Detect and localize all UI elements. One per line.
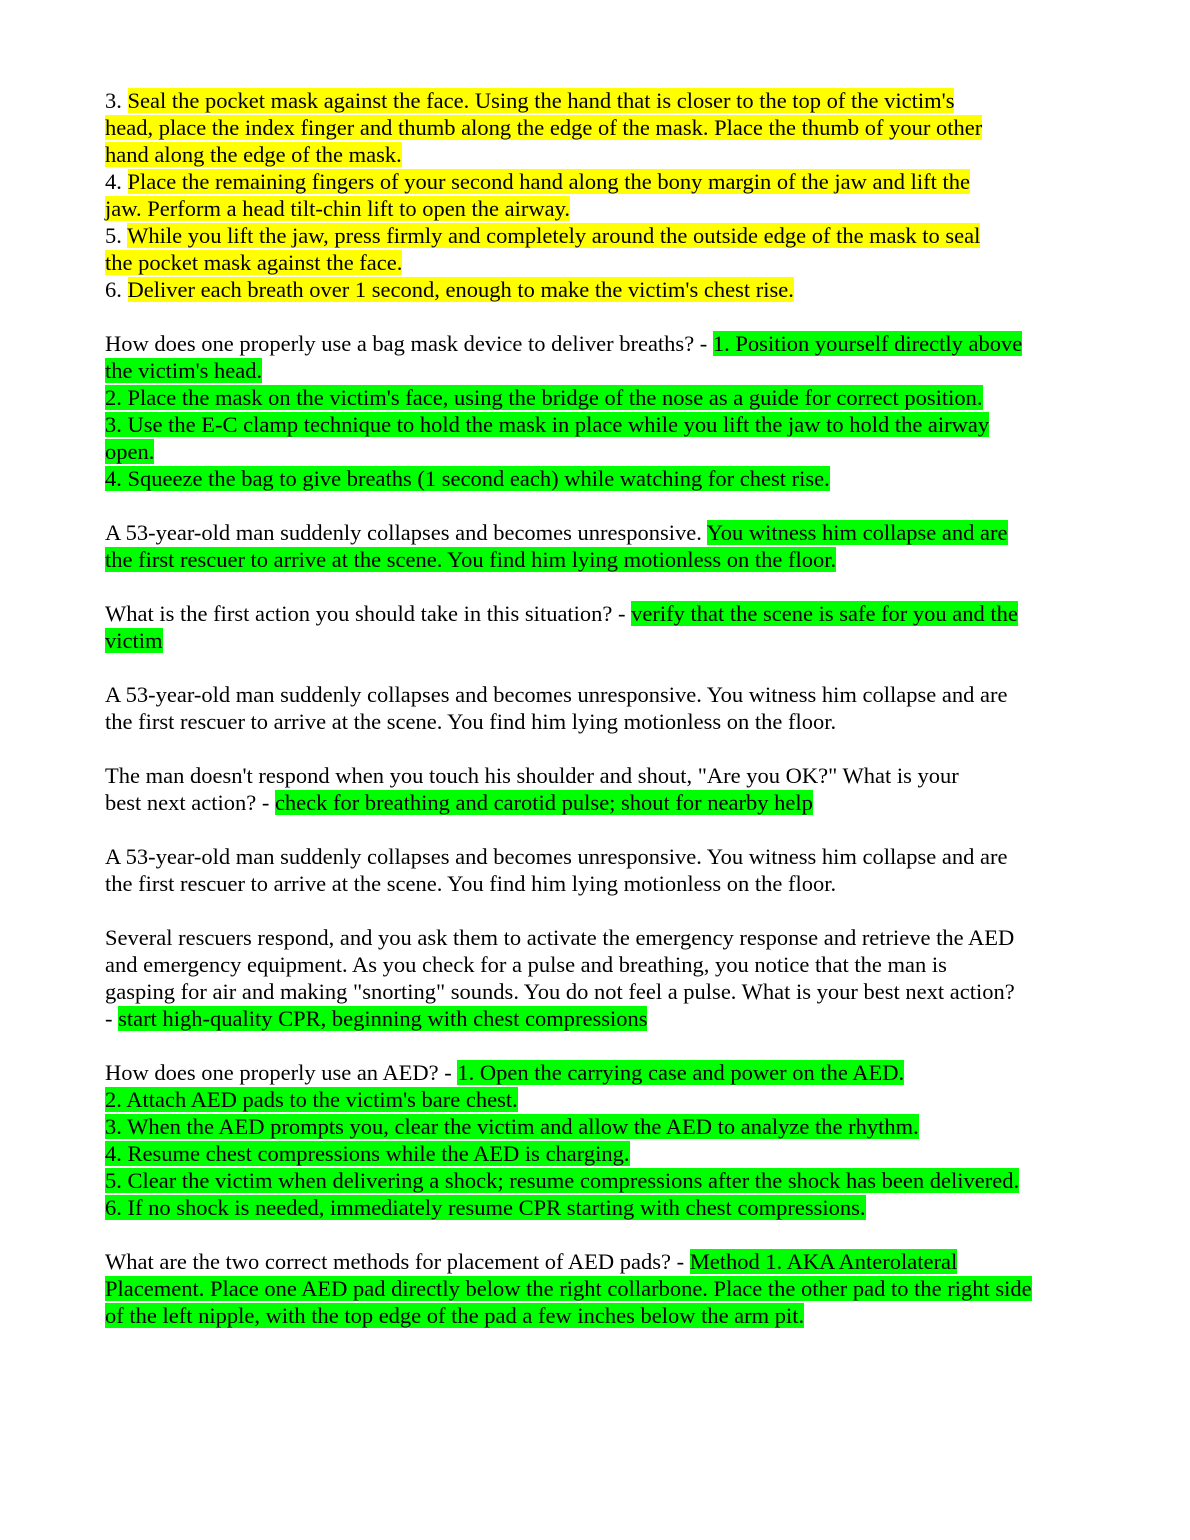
text-line (105, 1302, 1080, 1329)
plain-text: 4. (105, 169, 128, 194)
pocket-mask-steps (105, 87, 1080, 303)
highlight-green: 5. Clear the victim when delivering a shock; resume compressions after the shock has been delivered. (105, 1168, 1020, 1193)
highlight-green: 4. Squeeze the bag to give breaths (1 second each) while watching for chest rise. (105, 466, 830, 491)
text-line (105, 1113, 1080, 1140)
plain-text: How does one properly use an AED? - (105, 1060, 458, 1085)
text-line (105, 1275, 1080, 1302)
text-line (105, 1167, 1080, 1194)
highlight-green: verify that the scene is safe for you and the (631, 601, 1018, 626)
text-line (105, 681, 1080, 708)
paragraph-gap (105, 492, 1080, 519)
highlight-yellow: head, place the index finger and thumb along the edge of the mask. Place the thumb of your other (105, 115, 983, 140)
text-line (105, 1194, 1080, 1221)
text-line (105, 1086, 1080, 1113)
plain-text: 3. (105, 88, 128, 113)
highlight-green: victim (105, 628, 163, 653)
highlight-green: 2. Place the mask on the victim's face, using the bridge of the nose as a guide for correct position. (105, 385, 983, 410)
plain-text: 6. (105, 277, 128, 302)
text-line (105, 870, 1080, 897)
paragraph-gap (105, 816, 1080, 843)
text-line (105, 87, 1080, 114)
paragraph-gap (105, 735, 1080, 762)
next-action-question (105, 762, 1080, 816)
highlight-green: 6. If no shock is needed, immediately resume CPR starting with chest compressions. (105, 1195, 866, 1220)
text-line (105, 546, 1080, 573)
text-line (105, 330, 1080, 357)
first-action-question (105, 600, 1080, 654)
text-line (105, 924, 1080, 951)
text-line (105, 357, 1080, 384)
highlight-green: open. (105, 439, 155, 464)
plain-text: What is the first action you should take in this situation? - (105, 601, 632, 626)
text-line (105, 1005, 1080, 1032)
scenario-2 (105, 681, 1080, 735)
paragraph-gap (105, 303, 1080, 330)
plain-text: the first rescuer to arrive at the scene. You find him lying motionless on the floor. (105, 709, 837, 734)
text-line (105, 600, 1080, 627)
highlight-green: 1. Open the carrying case and power on the AED. (457, 1060, 905, 1085)
text-line (105, 978, 1080, 1005)
highlight-green: Placement. Place one AED pad directly below the right collarbone. Place the other pad to the right side (105, 1276, 1032, 1301)
plain-text: A 53-year-old man suddenly collapses and becomes unresponsive. You witness him collapse and are (105, 682, 1008, 707)
text-line (105, 465, 1080, 492)
aed-pads-question (105, 1248, 1080, 1329)
paragraph-gap (105, 897, 1080, 924)
highlight-green: Method 1. AKA Anterolateral (689, 1249, 958, 1274)
text-line (105, 762, 1080, 789)
highlight-green: of the left nipple, with the top edge of the pad a few inches below the arm pit. (105, 1303, 805, 1328)
plain-text: - (105, 1006, 119, 1031)
highlight-yellow: Deliver each breath over 1 second, enough to make the victim's chest rise. (127, 277, 794, 302)
document-page (105, 87, 1080, 1329)
text-line (105, 195, 1080, 222)
text-line (105, 276, 1080, 303)
text-line (105, 114, 1080, 141)
aed-question (105, 1059, 1080, 1221)
plain-text: best next action? - (105, 790, 275, 815)
highlight-green: 4. Resume chest compressions while the AED is charging. (105, 1141, 630, 1166)
paragraph-gap (105, 654, 1080, 681)
text-line (105, 222, 1080, 249)
text-line (105, 411, 1080, 438)
highlight-green: start high-quality CPR, beginning with chest compressions (118, 1006, 648, 1031)
highlight-yellow: the pocket mask against the face. (105, 250, 403, 275)
plain-text: How does one properly use a bag mask device to deliver breaths? - (105, 331, 713, 356)
text-line (105, 384, 1080, 411)
paragraph-gap (105, 1221, 1080, 1248)
gasping-question (105, 924, 1080, 1032)
text-line (105, 141, 1080, 168)
text-line (105, 708, 1080, 735)
highlight-green: 3. Use the E-C clamp technique to hold the mask in place while you lift the jaw to hold the airway (105, 412, 990, 437)
plain-text: gasping for air and making "snorting" sounds. You do not feel a pulse. What is your best next action? (105, 979, 1015, 1004)
text-line (105, 438, 1080, 465)
text-line (105, 1248, 1080, 1275)
highlight-green: 1. Position yourself directly above (712, 331, 1023, 356)
highlight-yellow: hand along the edge of the mask. (105, 142, 402, 167)
scenario-3 (105, 843, 1080, 897)
text-line (105, 249, 1080, 276)
plain-text: The man doesn't respond when you touch his shoulder and shout, "Are you OK?" What is your (105, 763, 959, 788)
text-line (105, 1140, 1080, 1167)
plain-text: the first rescuer to arrive at the scene. You find him lying motionless on the floor. (105, 871, 837, 896)
text-line (105, 627, 1080, 654)
plain-text: and emergency equipment. As you check for a pulse and breathing, you notice that the man is (105, 952, 947, 977)
highlight-yellow: Place the remaining fingers of your second hand along the bony margin of the jaw and lift the (127, 169, 970, 194)
text-line (105, 168, 1080, 195)
plain-text: Several rescuers respond, and you ask them to activate the emergency response and retrieve the AED (105, 925, 1015, 950)
highlight-green: You witness him collapse and are (706, 520, 1008, 545)
plain-text: 5. (105, 223, 128, 248)
highlight-green: the first rescuer to arrive at the scene. You find him lying motionless on the floor. (105, 547, 837, 572)
plain-text: A 53-year-old man suddenly collapses and becomes unresponsive. You witness him collapse and are (105, 844, 1008, 869)
highlight-yellow: Seal the pocket mask against the face. Using the hand that is closer to the top of the victim's (127, 88, 955, 113)
highlight-yellow: While you lift the jaw, press firmly and completely around the outside edge of the mask to seal (127, 223, 981, 248)
highlight-green: the victim's head. (105, 358, 263, 383)
bag-mask-question (105, 330, 1080, 492)
text-line (105, 519, 1080, 546)
plain-text: What are the two correct methods for placement of AED pads? - (105, 1249, 690, 1274)
highlight-green: 3. When the AED prompts you, clear the victim and allow the AED to analyze the rhythm. (105, 1114, 919, 1139)
text-line (105, 951, 1080, 978)
paragraph-gap (105, 573, 1080, 600)
text-line (105, 789, 1080, 816)
paragraph-gap (105, 1032, 1080, 1059)
plain-text: A 53-year-old man suddenly collapses and becomes unresponsive. (105, 520, 707, 545)
scenario-1 (105, 519, 1080, 573)
text-line (105, 843, 1080, 870)
text-line (105, 1059, 1080, 1086)
highlight-green: check for breathing and carotid pulse; shout for nearby help (274, 790, 813, 815)
highlight-green: 2. Attach AED pads to the victim's bare chest. (105, 1087, 518, 1112)
highlight-yellow: jaw. Perform a head tilt-chin lift to open the airway. (105, 196, 571, 221)
